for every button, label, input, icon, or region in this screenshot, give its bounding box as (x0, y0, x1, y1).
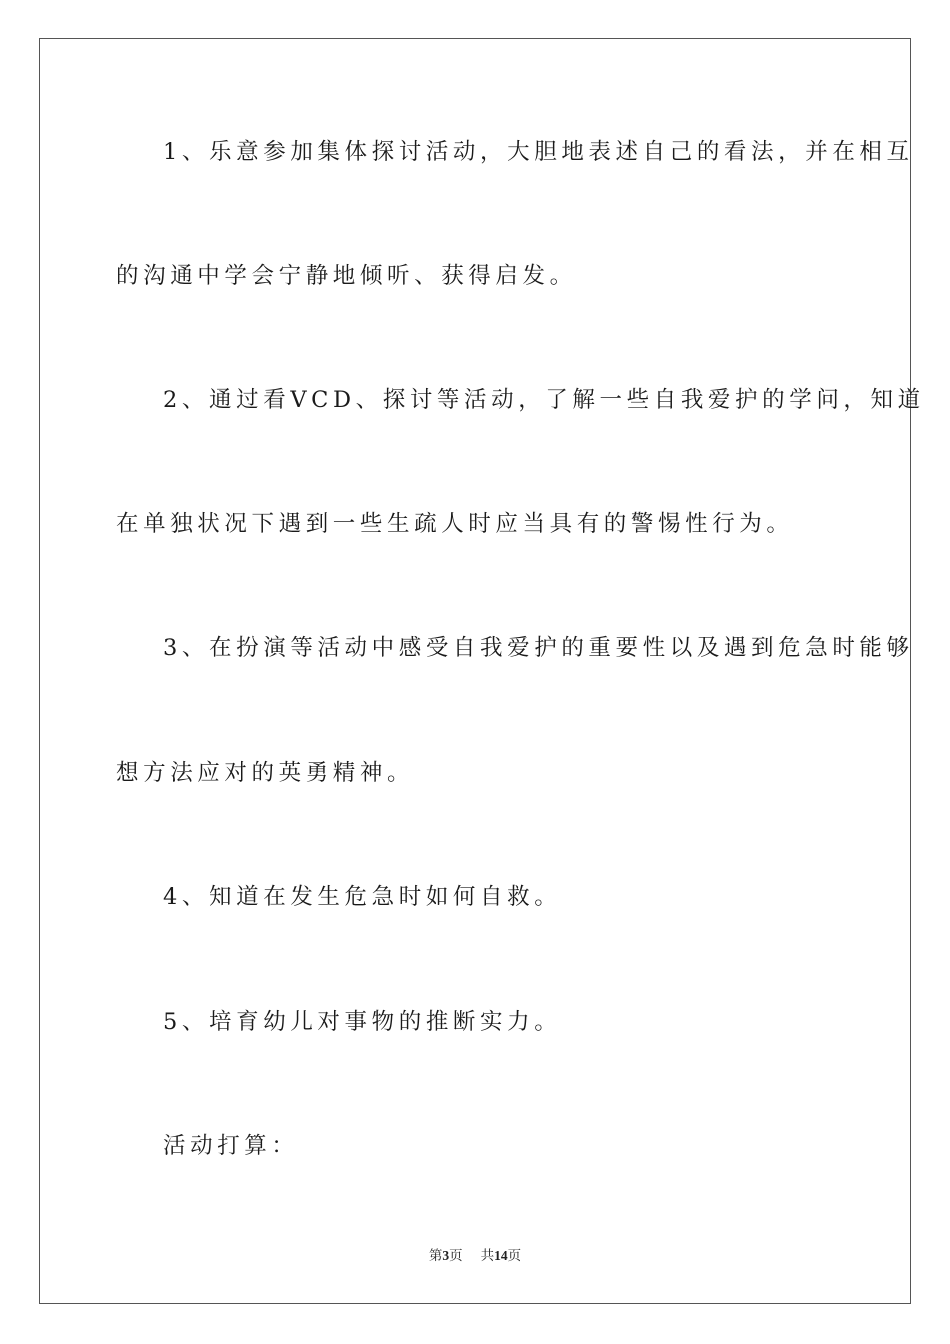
paragraph-line: 在单独状况下遇到一些生疏人时应当具有的警惕性行为。 (116, 511, 794, 537)
paragraph-line: 2、通过看VCD、探讨等活动，了解一些自我爱护的学问，知道 (163, 387, 925, 413)
page-total: 共14页 (480, 1248, 522, 1263)
paragraph-line: 的沟通中学会宁静地倾听、获得启发。 (116, 263, 577, 289)
paragraph-line: 5、培育幼儿对事物的推断实力。 (163, 1009, 562, 1035)
page-border (39, 38, 925, 1304)
paragraph-line: 4、知道在发生危急时如何自救。 (163, 884, 562, 910)
paragraph-line: 3、在扮演等活动中感受自我爱护的重要性以及遇到危急时能够 (163, 635, 914, 661)
page-footer (0, 1247, 950, 1265)
paragraph-line: 想方法应对的英勇精神。 (116, 760, 415, 786)
paragraph-line: 1、乐意参加集体探讨活动，大胆地表述自己的看法，并在相互 (163, 139, 914, 165)
section-heading: 活动打算： (163, 1133, 299, 1159)
page-number: 第3页 (428, 1248, 463, 1263)
